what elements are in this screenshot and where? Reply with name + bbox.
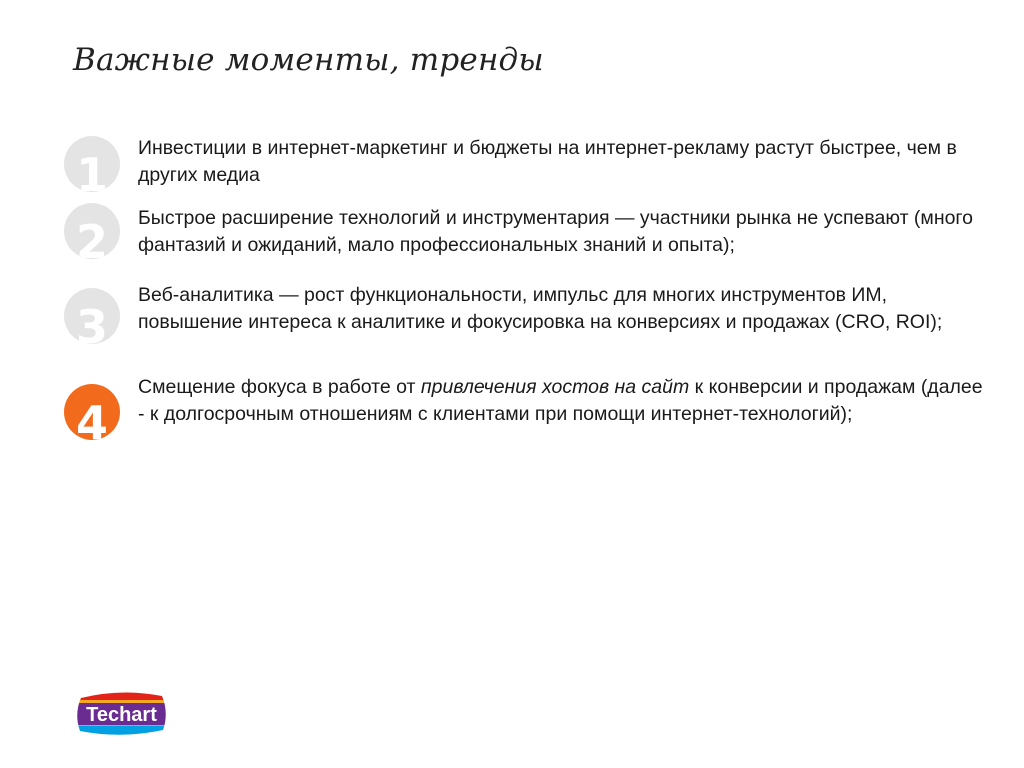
item-text-part: Смещение фокуса в работе от bbox=[138, 376, 421, 398]
badge-number: 3 bbox=[75, 300, 108, 344]
item-text bbox=[138, 374, 983, 428]
slide-title: Важные моменты, тренды bbox=[73, 42, 544, 78]
item-text-part: к конверсии и продажам (далее - к долгосрочным отношениям с клиентами при помощи интернет-технологий); bbox=[138, 376, 983, 425]
badge-number: 2 bbox=[75, 215, 108, 259]
badge-number: 4 bbox=[75, 396, 108, 440]
number-badge bbox=[64, 203, 120, 259]
item-text: Инвестиции в интернет-маркетинг и бюджеты на интернет-рекламу растут быстрее, чем в других медиа bbox=[138, 137, 957, 186]
number-badge bbox=[64, 136, 120, 192]
number-badge bbox=[64, 384, 120, 440]
item-text-italic: привлечения хостов на сайт bbox=[420, 376, 690, 398]
badge-number: 1 bbox=[75, 148, 108, 192]
logo-graphic bbox=[75, 690, 168, 736]
number-badge bbox=[64, 288, 120, 344]
item-text: Веб-аналитика — рост функциональности, импульс для многих инструментов ИМ, повышение интереса к аналитике и фокусировка на конверсиях и продажах (CRO, ROI); bbox=[138, 284, 943, 333]
logo-text: Techart bbox=[86, 704, 157, 726]
techart-logo bbox=[75, 690, 168, 736]
item-text: Быстрое расширение технологий и инструментария — участники рынка не успевают (много фантазий и ожиданий, мало профессиональных знаний и опыта); bbox=[138, 207, 973, 256]
